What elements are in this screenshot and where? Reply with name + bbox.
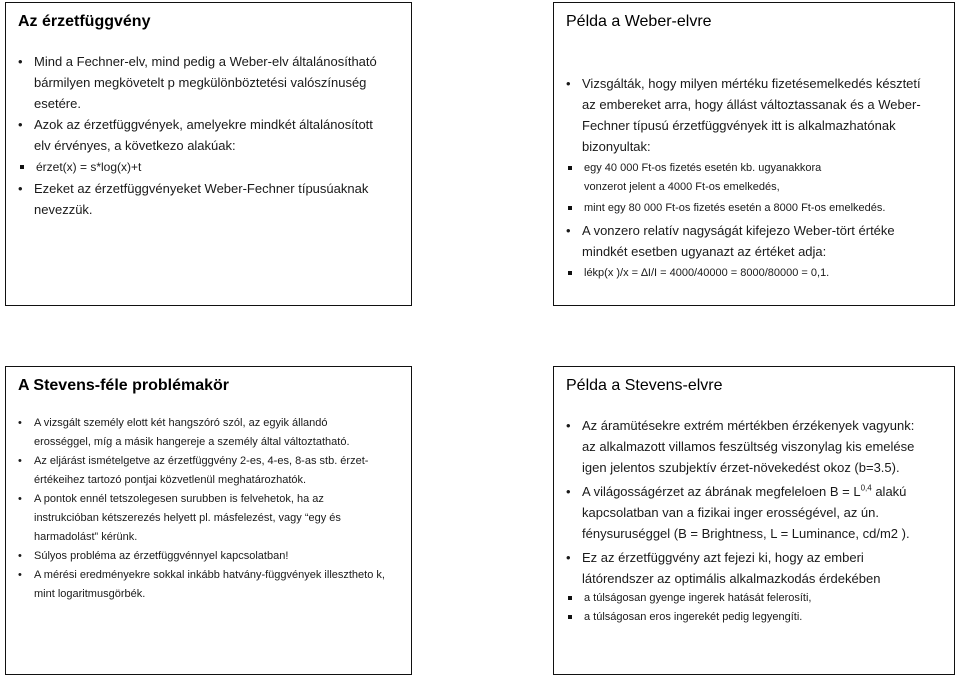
slide-stevens-pelda xyxy=(553,366,955,675)
slide-body xyxy=(16,51,403,220)
bullet-icon: • xyxy=(566,550,571,565)
bullet-item: • Ezeket az érzetfüggvényeket Weber-Fechner típusúaknak nevezzük. xyxy=(16,178,403,220)
bullet-item: • Az eljárást ismételgetve az érzetfüggvény 2-es, 4-es, 8-as stb. érzet- értékeihez tartozó pontjai közvetlenül meghatározhatók. xyxy=(16,452,403,490)
bullet-icon: • xyxy=(566,418,571,433)
sub-bullet-item: a túlságosan gyenge ingerek hatását felerosíti, xyxy=(564,589,946,608)
sub-bullet-item: lékp(x )/x = ∆I/I = 4000/40000 = 8000/80000 = 0,1. xyxy=(564,264,946,283)
sub-bullet-item: egy 40 000 Ft-os fizetés esetén kb. ugyanakkora vonzerot jelent a 4000 Ft-os emelkedés, xyxy=(564,159,946,197)
square-bullet-icon xyxy=(568,206,572,210)
bullet-icon: • xyxy=(18,550,22,562)
slide-erzetfuggveny xyxy=(5,2,412,306)
square-bullet-icon xyxy=(568,615,572,619)
bullet-icon: • xyxy=(566,223,571,238)
bullet-item: • Az áramütésekre extrém mértékben érzékenyek vagyunk: az alkalmazott villamos feszültség viszonylag kis emelése igen jelentos szubjektív érzet-növekedést okoz (b=3.5). xyxy=(564,415,946,478)
bullet-item: • A világosságérzet az ábrának megfeleloen B = L$^{0,4}$ alakú kapcsolatban van a fizikai inger erosségével, az ún. fénysuruséggel (B = Brightness, L = Luminance, cd/m2 ). xyxy=(564,481,946,544)
bullet-icon: • xyxy=(18,54,23,69)
bullet-item: • Azok az érzetfüggvények, amelyekre mindkét általánosított elv érvényes, a következo alakúak: xyxy=(16,114,403,156)
bullet-item: • A vonzero relatív nagyságát kifejezo Weber-tört értéke mindkét esetben ugyanazt az értéket adja: xyxy=(564,220,946,262)
bullet-icon: • xyxy=(18,493,22,505)
square-bullet-icon xyxy=(568,271,572,275)
slide-body xyxy=(564,73,946,283)
bullet-icon: • xyxy=(18,455,22,467)
square-bullet-icon xyxy=(20,165,24,169)
bullet-icon: • xyxy=(566,484,571,499)
sub-bullet-item: érzet(x) = s*log(x)+t xyxy=(16,156,403,178)
bullet-item: • Súlyos probléma az érzetfüggvénnyel kapcsolatban! xyxy=(16,547,403,566)
slide-body xyxy=(564,415,946,627)
slide-title: A Stevens-féle problémakör xyxy=(18,377,230,394)
bullet-item: • Mind a Fechner-elv, mind pedig a Weber-elv általánosítható bármilyen megkövetelt p megkülönböztetési valószínuség esetére. xyxy=(16,51,403,114)
slide-weber-pelda xyxy=(553,2,955,306)
slide-title: Példa a Weber-elvre xyxy=(566,13,712,30)
bullet-icon: • xyxy=(566,76,571,91)
bullet-item: • A mérési eredményekre sokkal inkább hatvány-függvények illesztheto k, mint logaritmusgörbék. xyxy=(16,566,403,604)
square-bullet-icon xyxy=(568,166,572,170)
bullet-icon: • xyxy=(18,417,22,429)
bullet-item: • A vizsgált személy elott két hangszóró szól, az egyik állandó erosséggel, míg a másik hangereje a személy által változtatható. xyxy=(16,414,403,452)
sub-bullet-item: a túlságosan eros ingerekét pedig legyengíti. xyxy=(564,608,946,627)
bullet-item: • Vizsgálták, hogy milyen mértéku fizetésemelkedés késztetí az embereket arra, hogy állást változtassanak és a Weber- Fechner típusú érzetfüggvények itt is alkalmazhatónak bizonyultak: xyxy=(564,73,946,157)
slide-body xyxy=(16,414,403,604)
bullet-icon: • xyxy=(18,569,22,581)
slide-title: Az érzetfüggvény xyxy=(18,13,151,30)
bullet-item: • A pontok ennél tetszolegesen surubben is felvehetok, ha az instrukcióban kétszerezés helyett pl. másfelezést, vagy “egy és harmadolást” kérünk. xyxy=(16,490,403,547)
slide-title: Példa a Stevens-elvre xyxy=(566,377,723,394)
bullet-icon: • xyxy=(18,117,23,132)
slide-stevens-problemakor xyxy=(5,366,412,675)
square-bullet-icon xyxy=(568,596,572,600)
sub-bullet-item: mint egy 80 000 Ft-os fizetés esetén a 8000 Ft-os emelkedés. xyxy=(564,199,946,218)
bullet-item: • Ez az érzetfüggvény azt fejezi ki, hogy az emberi látórendszer az optimális alkalmazkodás érdekében xyxy=(564,547,946,589)
bullet-icon: • xyxy=(18,181,23,196)
